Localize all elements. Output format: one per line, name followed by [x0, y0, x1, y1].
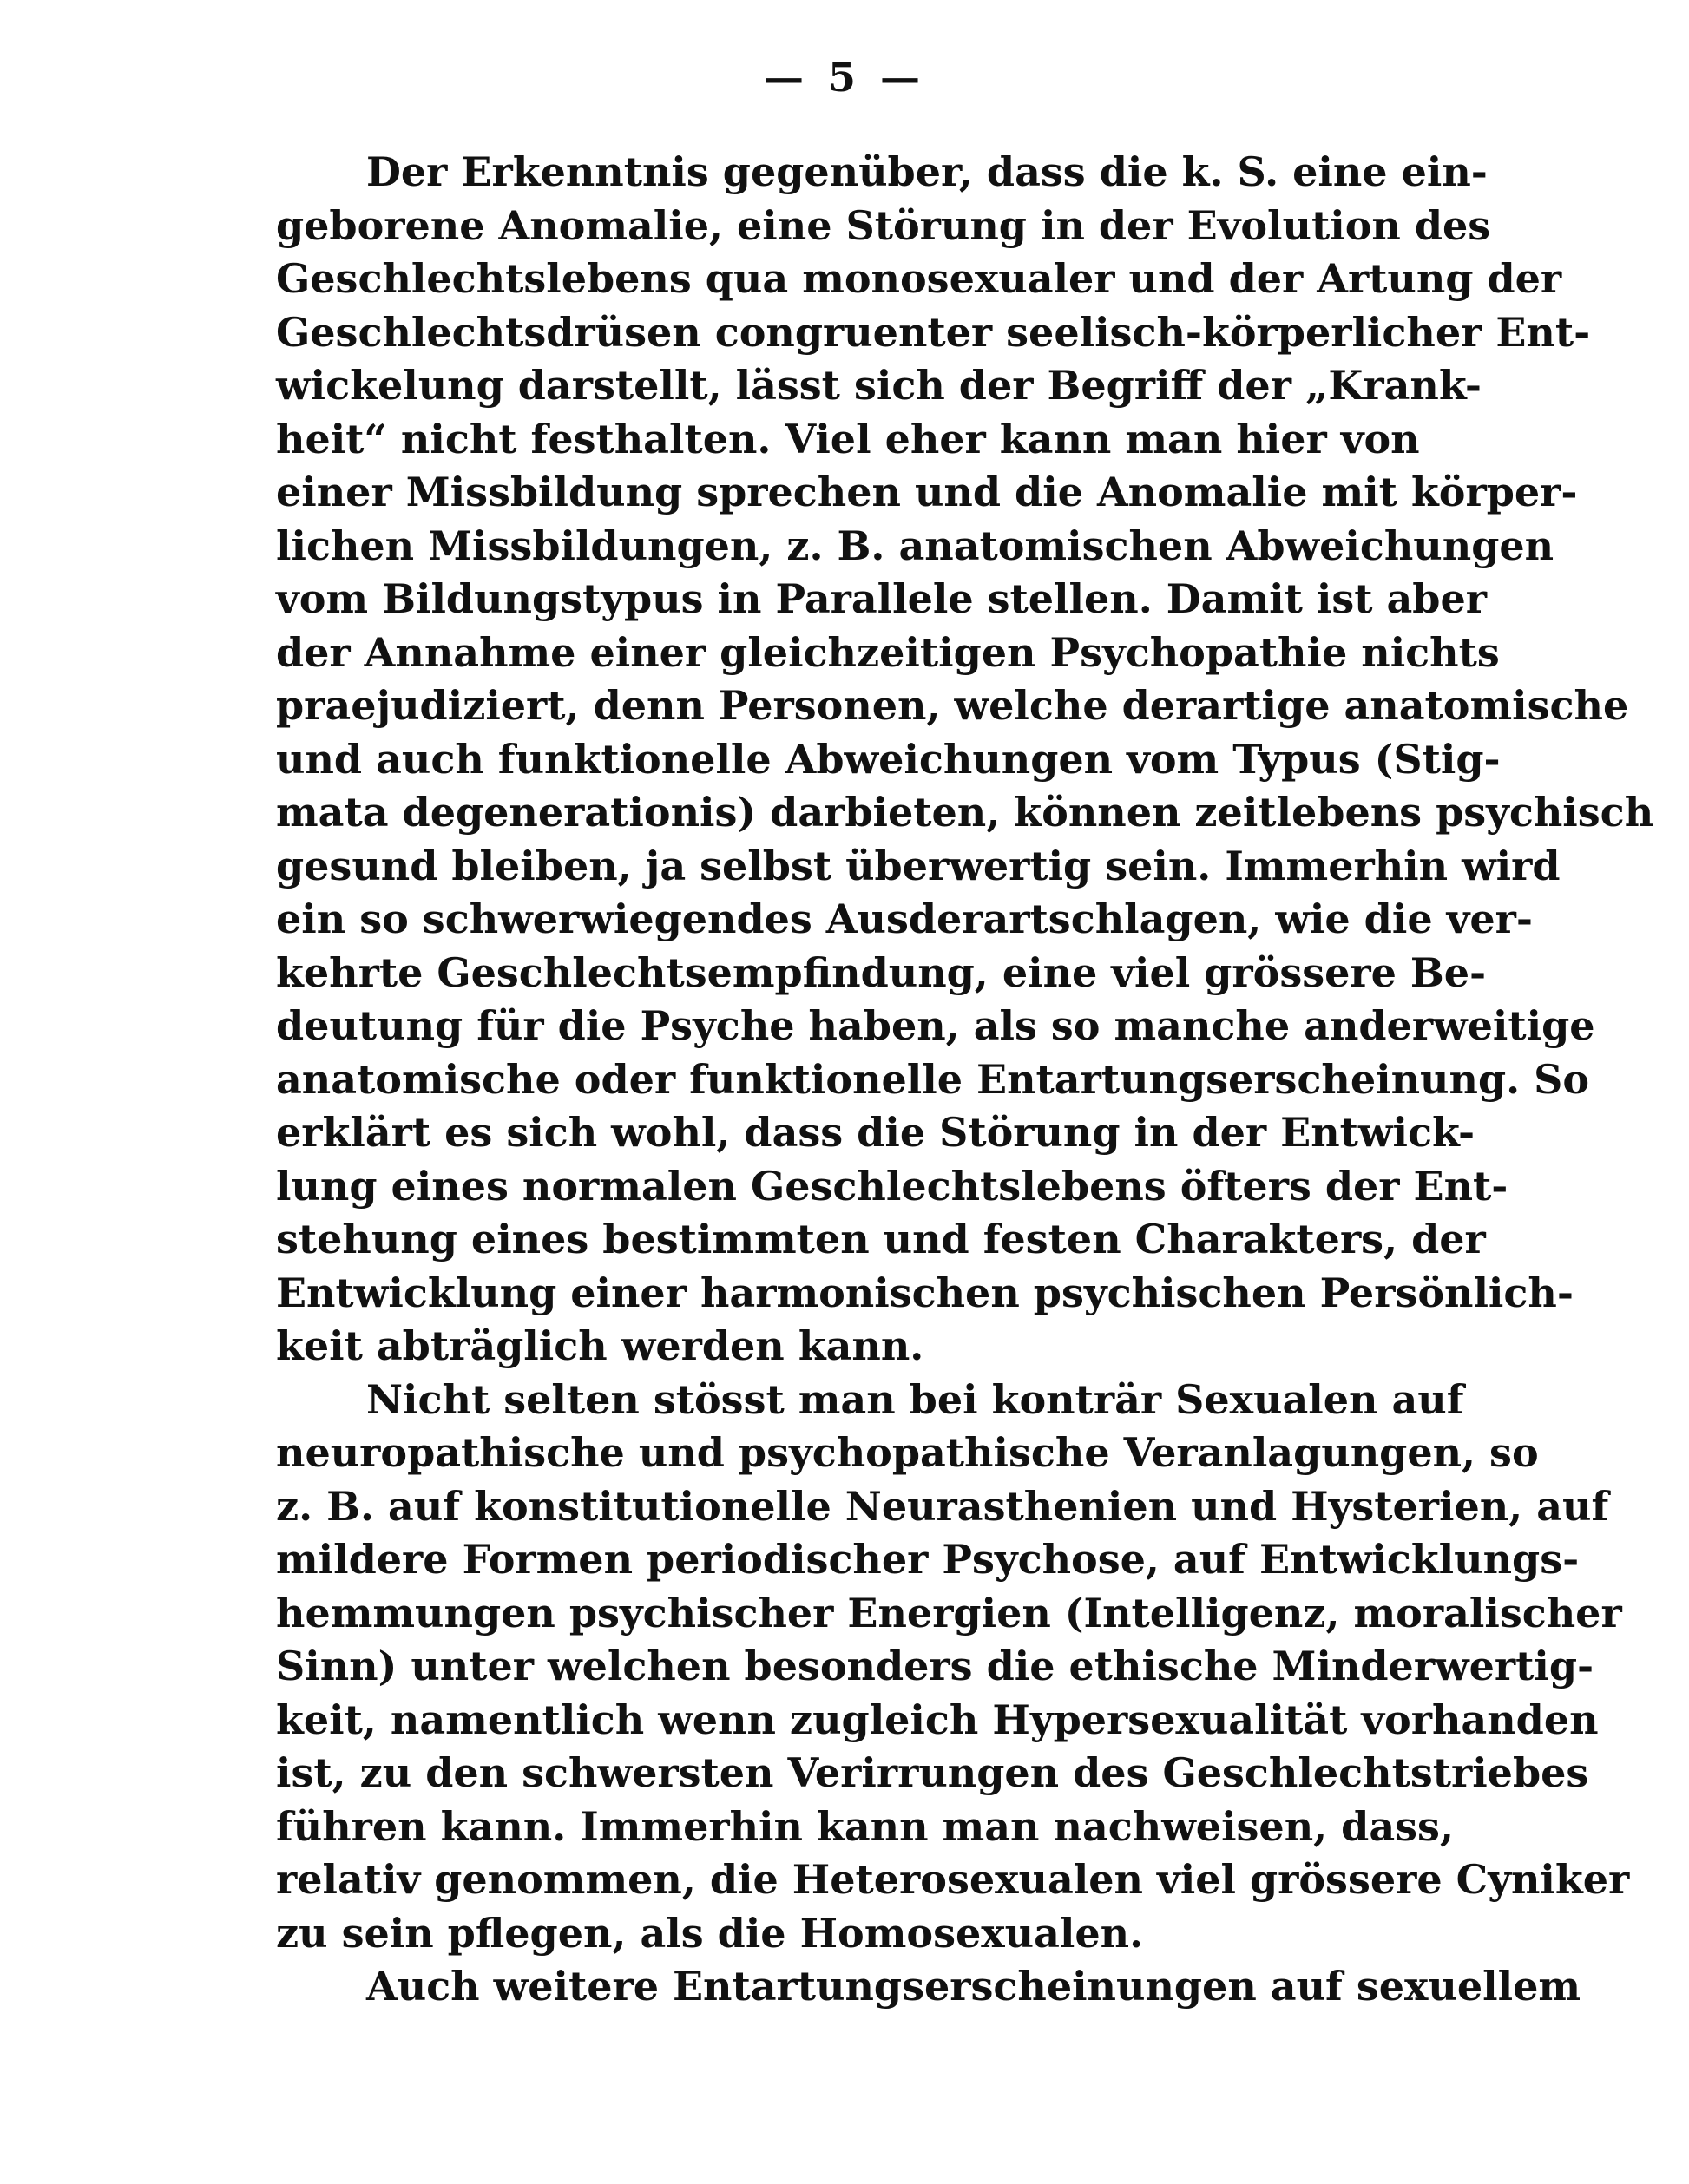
- text-line: Geschlechtslebens qua monosexualer und der Artung der: [276, 255, 1562, 302]
- text-line: und auch funktionelle Abweichungen vom Typus (Stig-: [276, 735, 1501, 783]
- text-line: mildere Formen periodischer Psychose, auf Entwicklungs-: [276, 1536, 1580, 1583]
- text-line: Der Erkenntnis gegenüber, dass die k. S. eine ein-: [366, 148, 1488, 195]
- text-line: der Annahme einer gleichzeitigen Psychopathie nichts: [276, 628, 1500, 676]
- text-line: gesund bleiben, ja selbst überwertig sein. Immerhin wird: [276, 842, 1561, 889]
- text-line: stehung eines bestimmten und festen Charakters, der: [276, 1216, 1486, 1263]
- text-line: ein so schwerwiegendes Ausderartschlagen, wie die ver-: [276, 895, 1533, 942]
- text-line: keit abträglich werden kann.: [276, 1322, 924, 1369]
- text-line: z. B. auf konstitutionelle Neurasthenien und Hysterien, auf: [276, 1482, 1609, 1530]
- text-line: geborene Anomalie, eine Störung in der Evolution des: [276, 201, 1491, 249]
- text-line: kehrte Geschlechtsempfindung, eine viel grössere Be-: [276, 948, 1487, 996]
- text-line: deutung für die Psyche haben, als so manche anderweitige: [276, 1002, 1595, 1049]
- text-line: Sinn) unter welchen besonders die ethische Minderwertig-: [276, 1643, 1594, 1689]
- text-line: führen kann. Immerhin kann man nachweisen, dass,: [276, 1802, 1454, 1850]
- text-line: anatomische oder funktionelle Entartungserscheinung. So: [276, 1055, 1590, 1103]
- text-line: einer Missbildung sprechen und die Anomalie mit körper-: [276, 469, 1578, 515]
- text-line: lichen Missbildungen, z. B. anatomischen Abweichungen: [276, 521, 1554, 569]
- text-line: lung eines normalen Geschlechtslebens öfters der Ent-: [276, 1162, 1508, 1210]
- text-line: erklärt es sich wohl, dass die Störung in der Entwick-: [276, 1109, 1475, 1156]
- text-line: vom Bildungstypus in Parallele stellen. Damit ist aber: [276, 575, 1487, 622]
- text-line: Auch weitere Entartungserscheinungen auf sexuellem: [366, 1963, 1581, 2010]
- text-line: wickelung darstellt, lässt sich der Begriff der „Krank-: [276, 362, 1482, 409]
- text-line: relativ genommen, die Heterosexualen viel grössere Cyniker: [276, 1856, 1630, 1903]
- text-line: praejudiziert, denn Personen, welche derartige anatomische: [276, 682, 1629, 729]
- text-line: neuropathische und psychopathische Veranlagungen, so: [276, 1429, 1539, 1476]
- text-line: mata degenerationis) darbieten, können zeitlebens psychisch: [276, 789, 1654, 836]
- text-line: heit“ nicht festhalten. Viel eher kann man hier von: [276, 415, 1420, 462]
- text-line: hemmungen psychischer Energien (Intelligenz, moralischer: [276, 1589, 1622, 1636]
- text-line: zu sein pflegen, als die Homosexualen.: [276, 1909, 1144, 1957]
- body-text: [276, 146, 1654, 2014]
- text-line: Nicht selten stösst man bei konträr Sexualen auf: [366, 1375, 1464, 1423]
- text-line: ist, zu den schwersten Verirrungen des Geschlechtstriebes: [276, 1749, 1589, 1796]
- text-line: Geschlechtsdrüsen congruenter seelisch-körperlicher Ent-: [276, 308, 1591, 356]
- paragraph: [276, 1960, 1581, 2014]
- text-line: Entwicklung einer harmonischen psychischen Persönlich-: [276, 1269, 1574, 1316]
- page-number: — 5 —: [763, 54, 926, 101]
- text-line: keit, namentlich wenn zugleich Hypersexualität vorhanden: [276, 1695, 1599, 1743]
- paragraph: [276, 146, 1654, 1374]
- paragraph: [276, 1374, 1630, 1961]
